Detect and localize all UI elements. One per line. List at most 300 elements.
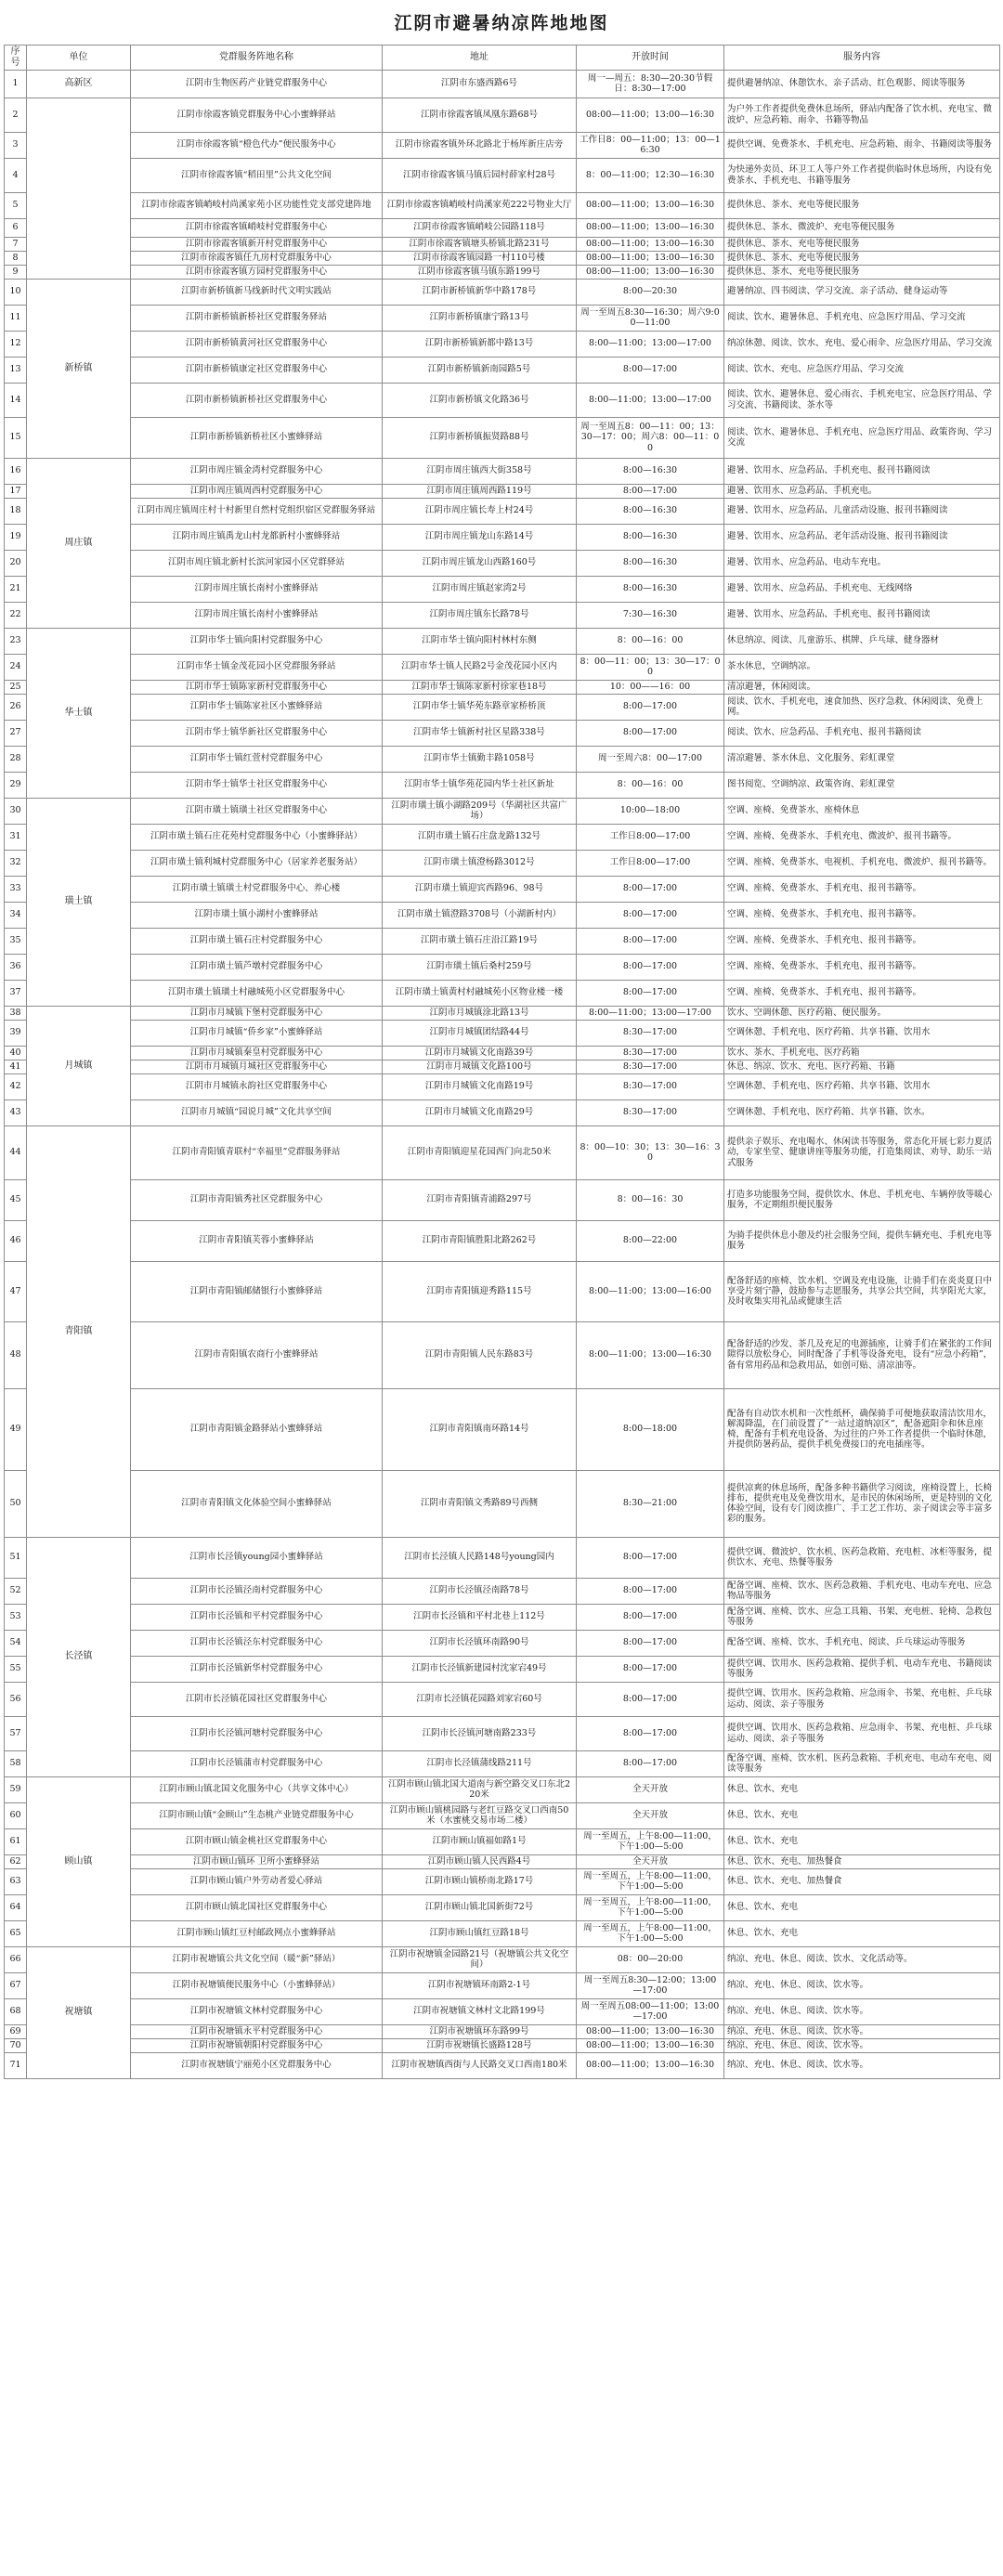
cell-address: 江阴市新桥镇新南园路5号 [383, 357, 577, 383]
cell-open-hours: 8:00—16:30 [577, 498, 724, 524]
cell-address: 江阴市长泾镇泾南路78号 [383, 1578, 577, 1604]
cell-site-name: 江阴市华士镇华士社区党群服务中心 [131, 772, 383, 798]
cell-services: 配备空调、座椅、饮水、应急工具箱、书架、充电桩、轮椅、急救包等服务 [724, 1604, 1000, 1630]
cell-site-name: 江阴市顾山镇红豆村邮政网点小蜜蜂驿站 [131, 1920, 383, 1946]
table-row [5, 2024, 1000, 2038]
cell-open-hours: 全天开放 [577, 1802, 724, 1828]
cell-address: 江阴市青阳镇迎秀路115号 [383, 1261, 577, 1321]
table-row [5, 305, 1000, 331]
cell-site-name: 江阴市徐霞客镇峭岐村尚溪家苑小区功能性党支部党建阵地 [131, 192, 383, 218]
cell-address: 江阴市周庄镇西大街358号 [383, 458, 577, 484]
cell-no: 33 [5, 876, 27, 902]
cell-address: 江阴市璜土镇后桑村259号 [383, 954, 577, 980]
table-row [5, 1972, 1000, 1998]
cell-unit: 璜土镇 [27, 798, 131, 1006]
table-row [5, 1099, 1000, 1125]
table-row [5, 850, 1000, 876]
cell-no: 47 [5, 1261, 27, 1321]
cell-site-name: 江阴市生物医药产业链党群服务中心 [131, 70, 383, 98]
cell-open-hours: 周一至周五，上午8:00—11:00，下午1:00—5:00 [577, 1920, 724, 1946]
cell-services: 避暑纳凉、四书阅读、学习交流、亲子活动、健身运动等 [724, 279, 1000, 305]
cell-services: 提供休息、茶水、充电等便民服务 [724, 237, 1000, 251]
table-row [5, 798, 1000, 824]
cell-site-name: 江阴市华士镇向阳村党群服务中心 [131, 628, 383, 654]
cell-services: 提供凉爽的休息场所，配备多种书籍供学习阅读，座椅设置上，长椅排布，提供充电及免费饮用水，是市民的休闲场所，更是特别的文化体验空间，设有专门阅读推广、手工艺工作坊、亲子阅读会等丰富多彩的服务。 [724, 1470, 1000, 1537]
cell-services: 配备舒适的沙发、茶几及充足的电源插座，让骑手们在紧张的工作间隙得以放松身心，同时配备了手机等设备充电，设有“应急小药箱”，备有常用药品和急救用品，如创可贴、清凉油等。 [724, 1321, 1000, 1388]
table-row [5, 954, 1000, 980]
table-row [5, 1656, 1000, 1682]
cell-address: 江阴市新桥镇康宁路13号 [383, 305, 577, 331]
cell-address: 江阴市顾山镇桃园路与老红豆路交叉口西南50米（水蜜桃交易市场二楼） [383, 1802, 577, 1828]
table-row [5, 265, 1000, 279]
cell-no: 43 [5, 1099, 27, 1125]
cell-site-name: 江阴市徐霞客镇“橙色代办”便民服务中心 [131, 132, 383, 158]
cell-open-hours: 8：00—16：00 [577, 628, 724, 654]
cell-open-hours: 8:00—17:00 [577, 954, 724, 980]
cell-site-name: 江阴市青阳镇农商行小蜜蜂驿站 [131, 1321, 383, 1388]
cell-address: 江阴市顾山镇红豆路18号 [383, 1920, 577, 1946]
cell-address: 江阴市华士镇新村社区星路338号 [383, 720, 577, 746]
table-row [5, 458, 1000, 484]
cell-site-name: 江阴市长泾镇河塘村党群服务中心 [131, 1716, 383, 1750]
cell-address: 江阴市长泾镇花园路刘家宕60号 [383, 1682, 577, 1716]
cell-open-hours: 8:30—17:00 [577, 1073, 724, 1099]
header-unit: 单位 [27, 46, 131, 71]
cell-no: 40 [5, 1046, 27, 1060]
cell-open-hours: 8:00—17:00 [577, 1682, 724, 1716]
cell-no: 11 [5, 305, 27, 331]
table-row [5, 928, 1000, 954]
cell-open-hours: 8:00—17:00 [577, 1537, 724, 1578]
cell-site-name: 江阴市璜土镇小湖村小蜜蜂驿站 [131, 902, 383, 928]
cell-services: 空调、座椅、免费茶水、手机充电、报刊书籍等。 [724, 902, 1000, 928]
cell-no: 1 [5, 70, 27, 98]
cell-unit: 华士镇 [27, 628, 131, 798]
cell-services: 阅读、饮水、避暑休息、爱心雨衣、手机充电宝、应急医疗用品、学习交流、书籍阅读、茶水等 [724, 383, 1000, 417]
cell-open-hours: 周一至周五，上午8:00—11:00，下午1:00—5:00 [577, 1868, 724, 1894]
cell-services: 提供空调、饮用水、医药急救箱、应急雨伞、书架、充电桩、乒乓球运动、阅读、亲子等服务 [724, 1716, 1000, 1750]
cell-services: 图书阅览、空调纳凉、政策咨询、彩虹课堂 [724, 772, 1000, 798]
table-row [5, 1854, 1000, 1868]
cell-address: 江阴市新桥镇振贤路88号 [383, 417, 577, 458]
cell-services: 茶水休息，空调纳凉。 [724, 654, 1000, 680]
cell-no: 34 [5, 902, 27, 928]
table-row [5, 680, 1000, 694]
cell-site-name: 江阴市顾山镇金桃社区党群服务中心 [131, 1828, 383, 1854]
cell-services: 纳凉、充电、休息、阅读、饮水等。 [724, 2038, 1000, 2052]
table-row [5, 132, 1000, 158]
cell-address: 江阴市周庄镇周西路119号 [383, 484, 577, 498]
table-row [5, 694, 1000, 720]
cell-open-hours: 周一至周五，上午8:00—11:00，下午1:00—5:00 [577, 1894, 724, 1920]
table-row [5, 1630, 1000, 1656]
cell-no: 59 [5, 1776, 27, 1802]
cell-services: 空调、座椅、免费茶水、座椅休息 [724, 798, 1000, 824]
cell-address: 江阴市周庄镇龙山西路160号 [383, 550, 577, 576]
table-row [5, 1388, 1000, 1470]
cell-no: 23 [5, 628, 27, 654]
cell-open-hours: 8:00—17:00 [577, 720, 724, 746]
cell-open-hours: 8:00—16:30 [577, 576, 724, 602]
cell-site-name: 江阴市顾山镇“金顾山”生态桃产业链党群服务中心 [131, 1802, 383, 1828]
header-address: 地址 [383, 46, 577, 71]
cell-address: 江阴市璜土镇石庄盘龙路132号 [383, 824, 577, 850]
cell-site-name: 江阴市徐霞客镇“稻田里”公共文化空间 [131, 158, 383, 192]
cell-no: 31 [5, 824, 27, 850]
cell-services: 提供避暑纳凉、休憩饮水、亲子活动、红色观影、阅读等服务 [724, 70, 1000, 98]
cell-no: 38 [5, 1006, 27, 1020]
cell-address: 江阴市青阳镇胜阳北路262号 [383, 1220, 577, 1261]
table-row [5, 2038, 1000, 2052]
cell-services: 阅读、饮水、手机充电，速食加热、医疗急救、休闲阅读、免费上网。 [724, 694, 1000, 720]
cell-site-name: 江阴市周庄镇北新村长滨河家园小区党群驿站 [131, 550, 383, 576]
cell-address: 江阴市祝塘镇长盛路128号 [383, 2038, 577, 2052]
cell-site-name: 江阴市璜土镇利城村党群服务中心（居家养老服务站） [131, 850, 383, 876]
cell-services: 休息、饮水、充电、加热餐食 [724, 1854, 1000, 1868]
cell-no: 42 [5, 1073, 27, 1099]
cell-open-hours: 8:00—11:00；13:00—17:00 [577, 331, 724, 357]
cell-open-hours: 8:30—17:00 [577, 1020, 724, 1046]
cell-site-name: 江阴市顾山镇户外劳动者爱心驿站 [131, 1868, 383, 1894]
table-row [5, 1179, 1000, 1220]
cell-open-hours: 08:00—11:00；13:00—16:30 [577, 192, 724, 218]
cell-services: 休息纳凉、阅读、儿童游乐、棋牌、乒乓球、健身器材 [724, 628, 1000, 654]
cell-address: 江阴市祝塘镇环东路99号 [383, 2024, 577, 2038]
table-row [5, 1868, 1000, 1894]
cell-open-hours: 8:00—17:00 [577, 876, 724, 902]
cell-address: 江阴市徐霞客镇马镇东路199号 [383, 265, 577, 279]
cell-site-name: 江阴市月城镇“侨乡家”小蜜蜂驿站 [131, 1020, 383, 1046]
cell-services: 提供亲子娱乐、充电喝水、休闲读书等服务，常态化开展七彩力夏活动，专家坐堂、健康讲座等服务功能，打造集阅读、劝导、助乐一站式服务 [724, 1125, 1000, 1179]
cell-unit [27, 98, 131, 279]
cell-no: 46 [5, 1220, 27, 1261]
cell-site-name: 江阴市青阳镇芙蓉小蜜蜂驿站 [131, 1220, 383, 1261]
cell-no: 70 [5, 2038, 27, 2052]
cell-open-hours: 8：00—10：30；13：30—16：30 [577, 1125, 724, 1179]
cell-address: 江阴市华士镇勤丰路1058号 [383, 746, 577, 772]
cell-site-name: 江阴市新桥镇康定社区党群服务中心 [131, 357, 383, 383]
cell-services: 提供空调、饮用水、医药急救箱、应急雨伞、书架、充电桩、乒乓球运动、阅读、亲子等服务 [724, 1682, 1000, 1716]
cell-open-hours: 8：00—16：30 [577, 1179, 724, 1220]
cell-services: 阅读、饮水、避暑休息、手机充电、应急医疗用品、政策咨询、学习交流 [724, 417, 1000, 458]
cell-no: 25 [5, 680, 27, 694]
cell-services: 纳凉、充电、休息、阅读、饮水、文化活动等。 [724, 1946, 1000, 1972]
cell-services: 提供休息、茶水、充电等便民服务 [724, 251, 1000, 265]
cell-site-name: 江阴市周庄镇周西村党群服务中心 [131, 484, 383, 498]
cell-no: 30 [5, 798, 27, 824]
cell-unit: 顾山镇 [27, 1776, 131, 1946]
table-row [5, 417, 1000, 458]
cell-services: 配备有自动饮水机和一次性纸杯，确保骑手可便地获取清洁饮用水，解渴降温，在门前设置了“一站过道纳凉区”，配备遮阳伞和休息座椅，配备有手机充电设备、为过往的户外工作者提供一个临时休憩，并提供防暑药品，提供手机免费接口的充电插座等。 [724, 1388, 1000, 1470]
cell-address: 江阴市祝塘镇西街与人民路交叉口西南180米 [383, 2052, 577, 2078]
cell-open-hours: 8：00—11:00；12:30—16:30 [577, 158, 724, 192]
cell-address: 江阴市周庄镇长寿上村24号 [383, 498, 577, 524]
cell-site-name: 江阴市徐霞客镇党群服务中心小蜜蜂驿站 [131, 98, 383, 132]
cell-services: 配备舒适的座椅、饮水机、空调及充电设施，让骑手们在炎炎夏日中享受片刻宁静，鼓励参与志愿服务，共享公共空间，共享阳光大家，及时收集实用礼品或健康生活 [724, 1261, 1000, 1321]
cell-no: 68 [5, 1998, 27, 2024]
cell-site-name: 江阴市月城镇“园说月城”文化共享空间 [131, 1099, 383, 1125]
cell-address: 江阴市华士镇陈家新村徐家巷18号 [383, 680, 577, 694]
cell-unit: 月城镇 [27, 1006, 131, 1125]
table-row [5, 1946, 1000, 1972]
cell-services: 提供休息、茶水、充电等便民服务 [724, 192, 1000, 218]
cell-no: 57 [5, 1716, 27, 1750]
cell-address: 江阴市祝塘镇文林村文北路199号 [383, 1998, 577, 2024]
cell-no: 56 [5, 1682, 27, 1716]
cell-no: 50 [5, 1470, 27, 1537]
cell-open-hours: 8:00—17:00 [577, 902, 724, 928]
cell-address: 江阴市华士镇华苑花园内华士社区新址 [383, 772, 577, 798]
cell-open-hours: 8:00—17:00 [577, 980, 724, 1006]
cell-open-hours: 08：00—20:00 [577, 1946, 724, 1972]
cell-no: 55 [5, 1656, 27, 1682]
cell-services: 避暑、饮用水、应急药品、电动车充电。 [724, 550, 1000, 576]
cell-site-name: 江阴市华士镇陈家社区小蜜蜂驿站 [131, 694, 383, 720]
cell-site-name: 江阴市顾山镇北国社区党群服务中心 [131, 1894, 383, 1920]
cell-services: 阅读、饮水、避暑休息、手机充电、应急医疗用品、学习交流 [724, 305, 1000, 331]
cell-site-name: 江阴市华士镇华新社区党群服务中心 [131, 720, 383, 746]
cell-open-hours: 8:00—17:00 [577, 1716, 724, 1750]
cell-services: 休息、纳凉、饮水、充电、医疗药箱、书籍 [724, 1060, 1000, 1073]
cell-services: 配备空调、座椅、饮水、医药急救箱、手机充电、电动车充电、应急物品等服务 [724, 1578, 1000, 1604]
cell-services: 休息、饮水、充电 [724, 1894, 1000, 1920]
cell-site-name: 江阴市长泾镇和平村党群服务中心 [131, 1604, 383, 1630]
cell-open-hours: 工作日8:00—17:00 [577, 824, 724, 850]
cell-no: 44 [5, 1125, 27, 1179]
cell-address: 江阴市长泾镇新建园村沈家宕49号 [383, 1656, 577, 1682]
cell-no: 15 [5, 417, 27, 458]
cell-site-name: 江阴市璜土镇璜土村党群服务中心、养心楼 [131, 876, 383, 902]
cell-services: 纳凉、充电、休息、阅读、饮水等。 [724, 1972, 1000, 1998]
cell-no: 49 [5, 1388, 27, 1470]
table-row [5, 1046, 1000, 1060]
cell-open-hours: 8:00—22:00 [577, 1220, 724, 1261]
cell-address: 江阴市华士镇向阳村林村东侧 [383, 628, 577, 654]
cell-site-name: 江阴市璜土镇石庄村党群服务中心 [131, 928, 383, 954]
cell-services: 配备空调、座椅、饮水、手机充电、阅读、乒乓球运动等服务 [724, 1630, 1000, 1656]
cell-site-name: 江阴市长泾镇泾南村党群服务中心 [131, 1578, 383, 1604]
cell-no: 13 [5, 357, 27, 383]
cell-open-hours: 08:00—11:00；13:00—16:30 [577, 98, 724, 132]
cell-services: 打造多功能服务空间，提供饮水、休息、手机充电、车辆停放等暖心服务，不定期组织便民服务 [724, 1179, 1000, 1220]
cell-no: 60 [5, 1802, 27, 1828]
cell-services: 空调、座椅、免费茶水、手机充电、报刊书籍等。 [724, 928, 1000, 954]
cell-open-hours: 周一至周五8:30—16:30；周六9:00—11:00 [577, 305, 724, 331]
cell-no: 3 [5, 132, 27, 158]
cell-services: 休息、饮水、充电 [724, 1828, 1000, 1854]
cell-services: 空调、座椅、免费茶水、手机充电、报刊书籍等。 [724, 980, 1000, 1006]
cell-site-name: 江阴市月城镇永韵社区党群服务中心 [131, 1073, 383, 1099]
cell-open-hours: 8:00—11:00；13:00—17:00 [577, 1006, 724, 1020]
cell-open-hours: 全天开放 [577, 1776, 724, 1802]
cell-services: 为户外工作者提供免费休息场所，驿站内配备了饮水机、充电宝、微波炉、应急药箱、雨伞、书籍等物品 [724, 98, 1000, 132]
cell-open-hours: 8：00—11：00；13：30—17：00 [577, 654, 724, 680]
cell-services: 纳凉、充电、休息、阅读、饮水等。 [724, 1998, 1000, 2024]
cell-open-hours: 8:00—17:00 [577, 1630, 724, 1656]
table-row [5, 251, 1000, 265]
cell-site-name: 江阴市璜土镇石庄花苑村党群服务中心（小蜜蜂驿站） [131, 824, 383, 850]
cell-services: 提供空调、免费茶水、手机充电、应急药箱、雨伞、书籍阅读等服务 [724, 132, 1000, 158]
cell-site-name: 江阴市祝塘镇文林村党群服务中心 [131, 1998, 383, 2024]
cell-address: 江阴市华士镇华苑东路章家桥桥顶 [383, 694, 577, 720]
table-row [5, 1894, 1000, 1920]
cell-no: 41 [5, 1060, 27, 1073]
cell-address: 江阴市顾山镇北国新街72号 [383, 1894, 577, 1920]
cell-site-name: 江阴市青阳镇青联村“幸福里”党群服务驿站 [131, 1125, 383, 1179]
table-row [5, 1716, 1000, 1750]
cell-open-hours: 8:00—17:00 [577, 928, 724, 954]
cell-open-hours: 8:00—18:00 [577, 1388, 724, 1470]
cell-site-name: 江阴市徐霞客镇峭岐村党群服务中心 [131, 218, 383, 237]
cell-services: 空调、座椅、免费茶水、手机充电、报刊书籍等。 [724, 876, 1000, 902]
table-row [5, 1776, 1000, 1802]
cell-no: 28 [5, 746, 27, 772]
cell-site-name: 江阴市祝塘镇永平村党群服务中心 [131, 2024, 383, 2038]
cell-site-name: 江阴市华士镇陈家新村党群服务中心 [131, 680, 383, 694]
cell-address: 江阴市璜土镇迎宾西路96、98号 [383, 876, 577, 902]
cell-services: 饮水、茶水、手机充电、医疗药箱 [724, 1046, 1000, 1060]
cell-services: 空调、座椅、免费茶水、手机充电、微波炉、报刊书籍等。 [724, 824, 1000, 850]
cell-no: 4 [5, 158, 27, 192]
cell-site-name: 江阴市青阳镇文化体验空间小蜜蜂驿站 [131, 1470, 383, 1537]
cell-address: 江阴市璜土镇澄路3708号（小湖新村内） [383, 902, 577, 928]
cell-services: 纳凉、充电、休息、阅读、饮水等。 [724, 2024, 1000, 2038]
table-row [5, 331, 1000, 357]
cell-services: 提供休息、茶水、充电等便民服务 [724, 265, 1000, 279]
header-open-hours: 开放时间 [577, 46, 724, 71]
cell-services: 为骑手提供休息小憩及约社会服务空间，提供车辆充电、手机充电等服务 [724, 1220, 1000, 1261]
cell-services: 避暑、饮用水、应急药品、手机充电、报刊书籍阅读 [724, 458, 1000, 484]
cell-open-hours: 8:00—16:30 [577, 524, 724, 550]
cell-services: 休息、饮水、充电 [724, 1920, 1000, 1946]
cell-open-hours: 8:00—17:00 [577, 484, 724, 498]
cell-site-name: 江阴市月城镇秦皇村党群服务中心 [131, 1046, 383, 1060]
cell-open-hours: 08:00—11:00；13:00—16:30 [577, 2024, 724, 2038]
cell-services: 避暑、饮用水、应急药品、手机充电。 [724, 484, 1000, 498]
cell-address: 江阴市青阳镇文秀路89号西侧 [383, 1470, 577, 1537]
cell-open-hours: 8:00—11:00；13:00—17:00 [577, 383, 724, 417]
cell-services: 阅读、饮水、充电、应急医疗用品、学习交流 [724, 357, 1000, 383]
cell-no: 69 [5, 2024, 27, 2038]
cell-open-hours: 08:00—11:00；13:00—16:30 [577, 237, 724, 251]
table-body [5, 70, 1000, 2078]
cell-open-hours: 8:30—17:00 [577, 1099, 724, 1125]
cell-address: 江阴市月城镇团结路44号 [383, 1020, 577, 1046]
cell-address: 江阴市青阳镇南环路14号 [383, 1388, 577, 1470]
cell-site-name: 江阴市长泾镇young园小蜜蜂驿站 [131, 1537, 383, 1578]
cell-no: 14 [5, 383, 27, 417]
cell-address: 江阴市周庄镇赵家湾2号 [383, 576, 577, 602]
table-row [5, 1220, 1000, 1261]
cell-services: 空调、座椅、免费茶水、电视机、手机充电、微波炉、报刊书籍等。 [724, 850, 1000, 876]
cell-site-name: 江阴市祝塘镇便民服务中心（小蜜蜂驿站） [131, 1972, 383, 1998]
cell-open-hours: 8:30—17:00 [577, 1060, 724, 1073]
table-row [5, 1920, 1000, 1946]
cell-no: 37 [5, 980, 27, 1006]
cell-no: 71 [5, 2052, 27, 2078]
cell-unit: 青阳镇 [27, 1125, 131, 1537]
cell-services: 提供空调、微波炉、饮水机、医药急救箱、充电桩、冰柜等服务，提供饮水、充电、热餐等服务 [724, 1537, 1000, 1578]
cell-open-hours: 8:00—17:00 [577, 1656, 724, 1682]
cell-site-name: 江阴市徐霞客镇新开村党群服务中心 [131, 237, 383, 251]
cell-no: 22 [5, 602, 27, 628]
cell-address: 江阴市祝塘镇金园路21号（祝塘镇公共文化空间） [383, 1946, 577, 1972]
cell-services: 饮水、空调休憩、医疗药箱、便民服务。 [724, 1006, 1000, 1020]
cell-site-name: 江阴市新桥镇新马线新时代文明实践站 [131, 279, 383, 305]
header-services: 服务内容 [724, 46, 1000, 71]
cell-open-hours: 08:00—11:00；13:00—16:30 [577, 218, 724, 237]
cell-services: 避暑、饮用水、应急药品、儿童活动设施、报刊书籍阅读 [724, 498, 1000, 524]
cell-address: 江阴市青阳镇人民东路83号 [383, 1321, 577, 1388]
cell-services: 纳凉、充电、休息、阅读、饮水等。 [724, 2052, 1000, 2078]
cell-address: 江阴市青阳镇青浦路297号 [383, 1179, 577, 1220]
cell-no: 29 [5, 772, 27, 798]
cell-address: 江阴市长泾镇环南路90号 [383, 1630, 577, 1656]
table-header-row [5, 46, 1000, 71]
cell-open-hours: 8:30—21:00 [577, 1470, 724, 1537]
cell-site-name: 江阴市周庄镇金湾村党群服务中心 [131, 458, 383, 484]
cell-no: 54 [5, 1630, 27, 1656]
cell-address: 江阴市顾山镇人民西路4号 [383, 1854, 577, 1868]
cell-site-name: 江阴市长泾镇泾东村党群服务中心 [131, 1630, 383, 1656]
cell-open-hours: 周一至周五08:00—11:00；13:00—17:00 [577, 1998, 724, 2024]
cell-site-name: 江阴市青阳镇金路驿站小蜜蜂驿站 [131, 1388, 383, 1470]
cell-no: 5 [5, 192, 27, 218]
cooling-sites-table [4, 45, 1000, 2079]
cell-site-name: 江阴市祝塘镇宁丽苑小区党群服务中心 [131, 2052, 383, 2078]
cell-open-hours: 全天开放 [577, 1854, 724, 1868]
cell-no: 39 [5, 1020, 27, 1046]
table-row [5, 576, 1000, 602]
cell-open-hours: 8：00—16：00 [577, 772, 724, 798]
cell-site-name: 江阴市长泾镇新华村党群服务中心 [131, 1656, 383, 1682]
cell-site-name: 江阴市新桥镇新桥社区党群服务驿站 [131, 305, 383, 331]
table-row [5, 1828, 1000, 1854]
cell-services: 避暑、饮用水、应急药品、手机充电、无线网络 [724, 576, 1000, 602]
cell-no: 53 [5, 1604, 27, 1630]
cell-services: 空调休憩、手机充电、医疗药箱、共享书籍、饮用水 [724, 1073, 1000, 1099]
table-row [5, 1578, 1000, 1604]
cell-open-hours: 工作日8:00—17:00 [577, 850, 724, 876]
page-title: 江阴市避暑纳凉阵地地图 [394, 13, 609, 33]
cell-no: 6 [5, 218, 27, 237]
cell-address: 江阴市祝塘镇环南路2-1号 [383, 1972, 577, 1998]
table-row [5, 1006, 1000, 1020]
table-row [5, 602, 1000, 628]
cell-address: 江阴市顾山镇桥南北路17号 [383, 1868, 577, 1894]
cell-address: 江阴市周庄镇东长路78号 [383, 602, 577, 628]
cell-address: 江阴市徐霞客镇园路一村110号楼 [383, 251, 577, 265]
cell-services: 为快递外卖员、环卫工人等户外工作者提供临时休息场所，内设有免费茶水、手机充电、书籍等服务 [724, 158, 1000, 192]
cell-no: 27 [5, 720, 27, 746]
table-row [5, 980, 1000, 1006]
cell-address: 江阴市东盛西路6号 [383, 70, 577, 98]
table-row [5, 720, 1000, 746]
cell-site-name: 江阴市华士镇红萱村党群服务中心 [131, 746, 383, 772]
table-row [5, 158, 1000, 192]
cell-no: 12 [5, 331, 27, 357]
cell-no: 58 [5, 1750, 27, 1776]
cell-no: 10 [5, 279, 27, 305]
cell-services: 清凉避暑，休闲阅读。 [724, 680, 1000, 694]
cell-site-name: 江阴市新桥镇新桥社区小蜜蜂驿站 [131, 417, 383, 458]
table-row [5, 628, 1000, 654]
cell-open-hours: 08:00—11:00；13:00—16:30 [577, 265, 724, 279]
table-row [5, 218, 1000, 237]
cell-open-hours: 8:00—17:00 [577, 357, 724, 383]
cell-open-hours: 8:00—17:00 [577, 694, 724, 720]
cell-services: 空调休憩、手机充电、医疗药箱、共享书籍、饮用水 [724, 1020, 1000, 1046]
